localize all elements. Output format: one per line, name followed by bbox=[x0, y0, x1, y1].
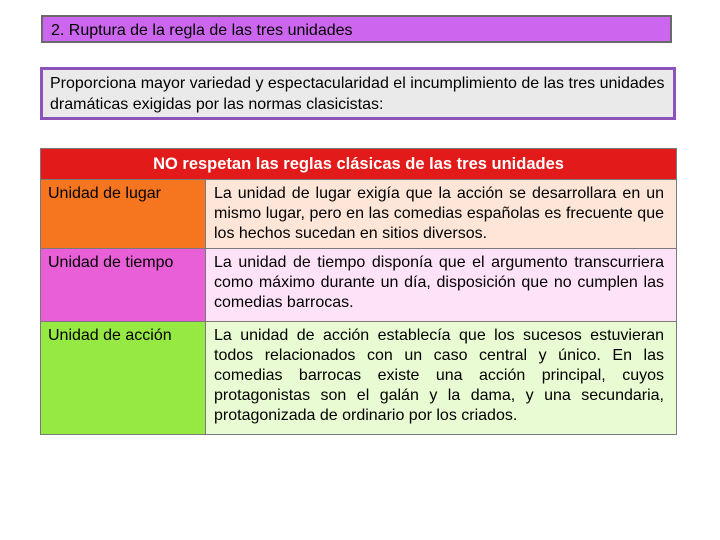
section-title-box bbox=[41, 15, 672, 43]
unit-label-lugar: Unidad de lugar bbox=[41, 180, 206, 249]
unit-description-accion: La unidad de acción establecía que los sucesos estuvieran todos relacionados con un caso central y único. En las comedias barrocas existe una acción principal, cuyos protagonistas son el galán y la dama, y una secundaria, protagonizada de ordinario por los criados. bbox=[206, 322, 677, 435]
table-header: NO respetan las reglas clásicas de las tres unidades bbox=[41, 149, 677, 180]
table-header-row bbox=[41, 149, 677, 180]
table-row bbox=[41, 249, 677, 322]
section-title: 2. Ruptura de la regla de las tres unidades bbox=[51, 22, 353, 39]
intro-text-box bbox=[40, 67, 676, 120]
unit-description-tiempo: La unidad de tiempo disponía que el argumento transcurriera como máximo durante un día, disposición que no cumplen las comedias barrocas. bbox=[206, 249, 677, 322]
unit-label-accion: Unidad de acción bbox=[41, 322, 206, 435]
unit-label-tiempo: Unidad de tiempo bbox=[41, 249, 206, 322]
unit-description-lugar: La unidad de lugar exigía que la acción se desarrollara en un mismo lugar, pero en las comedias españolas es frecuente que los hechos sucedan en sitios diversos. bbox=[206, 180, 677, 249]
three-unities-table bbox=[40, 148, 677, 435]
table-row bbox=[41, 322, 677, 435]
intro-text: Proporciona mayor variedad y espectacularidad el incumplimiento de las tres unidades dramáticas exigidas por las normas clasicistas: bbox=[50, 75, 665, 113]
table-row bbox=[41, 180, 677, 249]
